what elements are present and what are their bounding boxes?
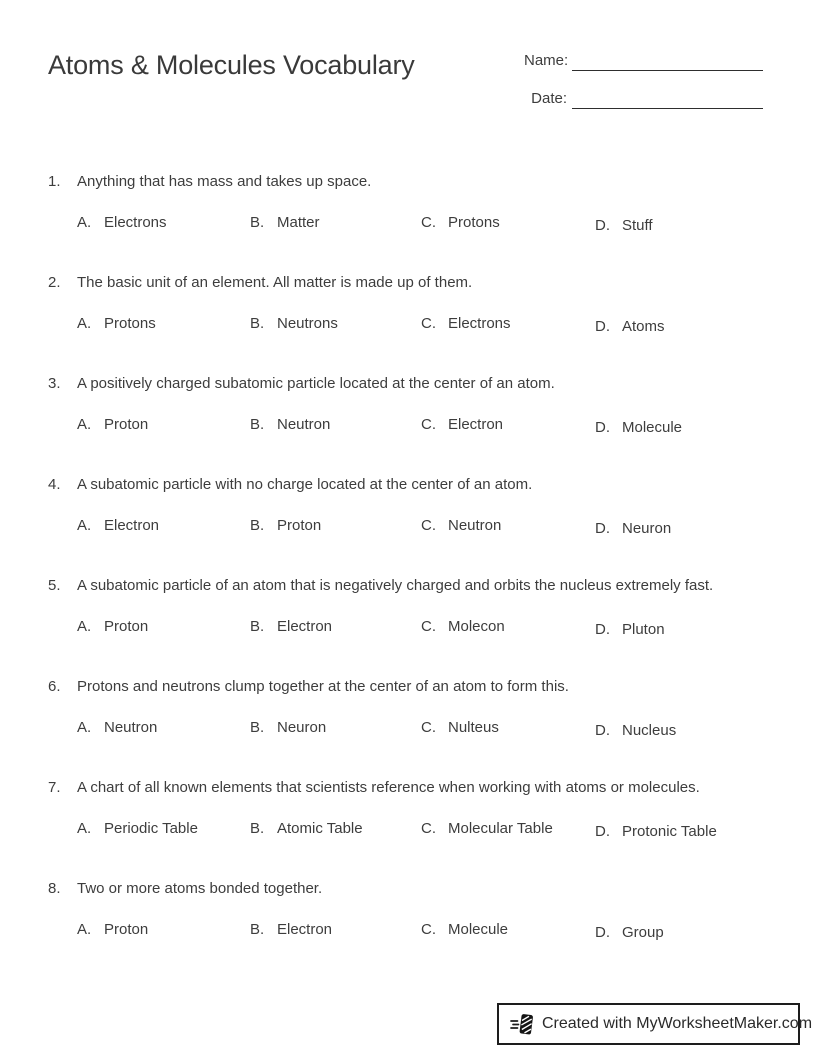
option-text: Proton xyxy=(104,416,149,433)
question-3 xyxy=(48,374,768,438)
option-letter: D. xyxy=(595,924,610,941)
question-number: 8. xyxy=(48,880,61,897)
question-8-option-b xyxy=(250,920,421,943)
question-number: 6. xyxy=(48,678,61,695)
option-text: Neuron xyxy=(277,719,327,736)
question-6-option-a xyxy=(77,718,250,741)
answer-options xyxy=(77,718,768,741)
option-text: Molecule xyxy=(448,921,509,938)
option-text: Nucleus xyxy=(622,722,677,739)
option-text: Matter xyxy=(277,214,320,231)
worksheet-maker-badge xyxy=(497,1003,813,1045)
question-7 xyxy=(48,778,768,842)
question-number: 1. xyxy=(48,173,61,190)
answer-options xyxy=(77,213,768,236)
question-2-option-c xyxy=(421,314,595,337)
question-6-option-d xyxy=(595,721,768,741)
answer-options xyxy=(77,819,768,842)
option-letter: C. xyxy=(421,517,436,534)
option-letter: B. xyxy=(250,719,265,736)
option-letter: D. xyxy=(595,621,610,638)
question-number: 5. xyxy=(48,577,61,594)
page-title: Atoms & Molecules Vocabulary xyxy=(48,50,415,80)
name-row xyxy=(524,50,768,71)
option-text: Neutron xyxy=(448,517,502,534)
option-text: Periodic Table xyxy=(104,820,198,837)
answer-options xyxy=(77,415,768,438)
question-row xyxy=(48,475,768,495)
option-letter: D. xyxy=(595,722,610,739)
option-letter: C. xyxy=(421,618,436,635)
option-text: Proton xyxy=(277,517,322,534)
option-text: Proton xyxy=(104,921,149,938)
option-text: Electron xyxy=(277,921,333,938)
question-7-option-a xyxy=(77,819,250,842)
question-6-option-c xyxy=(421,718,595,741)
question-5-option-d xyxy=(595,620,768,640)
option-letter: D. xyxy=(595,318,610,335)
option-text: Molecon xyxy=(448,618,505,635)
option-text: Atomic Table xyxy=(277,820,363,837)
question-2 xyxy=(48,273,768,337)
option-letter: A. xyxy=(77,719,92,736)
question-row xyxy=(48,677,768,697)
option-letter: D. xyxy=(595,823,610,840)
question-5-option-b xyxy=(250,617,421,640)
question-1 xyxy=(48,172,768,236)
option-text: Electrons xyxy=(448,315,511,332)
name-blank-line xyxy=(572,50,763,71)
name-label: Name: xyxy=(524,52,569,69)
option-letter: A. xyxy=(77,517,92,534)
option-text: Molecule xyxy=(622,419,683,436)
option-letter: B. xyxy=(250,618,265,635)
option-letter: C. xyxy=(421,416,436,433)
footer-credit-text: Created with MyWorksheetMaker.com xyxy=(542,1015,813,1032)
question-text: A positively charged subatomic particle located at the center of an atom. xyxy=(77,375,555,392)
question-8 xyxy=(48,879,768,943)
option-text: Molecular Table xyxy=(448,820,553,837)
date-row xyxy=(524,88,768,109)
option-letter: C. xyxy=(421,719,436,736)
question-row xyxy=(48,273,768,293)
question-row xyxy=(48,778,768,798)
option-letter: D. xyxy=(595,520,610,537)
option-text: Proton xyxy=(104,618,149,635)
option-letter: B. xyxy=(250,214,265,231)
date-label: Date: xyxy=(531,90,567,107)
question-7-option-d xyxy=(595,822,768,842)
option-letter: C. xyxy=(421,315,436,332)
question-number: 3. xyxy=(48,375,61,392)
option-text: Pluton xyxy=(622,621,665,638)
option-text: Electron xyxy=(448,416,504,433)
option-letter: C. xyxy=(421,214,436,231)
option-letter: D. xyxy=(595,217,610,234)
question-1-option-d xyxy=(595,216,768,236)
question-1-option-a xyxy=(77,213,250,236)
option-letter: A. xyxy=(77,214,92,231)
question-text: Protons and neutrons clump together at the center of an atom to form this. xyxy=(77,678,569,695)
question-text: Anything that has mass and takes up space. xyxy=(77,173,372,190)
question-2-option-a xyxy=(77,314,250,337)
option-letter: A. xyxy=(77,820,92,837)
option-text: Electron xyxy=(277,618,333,635)
question-3-option-a xyxy=(77,415,250,438)
question-text: Two or more atoms bonded together. xyxy=(77,880,323,897)
question-3-option-b xyxy=(250,415,421,438)
question-4 xyxy=(48,475,768,539)
option-letter: B. xyxy=(250,921,265,938)
question-row xyxy=(48,172,768,192)
option-letter: B. xyxy=(250,517,265,534)
option-text: Neutron xyxy=(104,719,158,736)
option-letter: C. xyxy=(421,921,436,938)
option-letter: B. xyxy=(250,315,265,332)
option-letter: A. xyxy=(77,416,92,433)
question-7-option-c xyxy=(421,819,595,842)
question-number: 7. xyxy=(48,779,61,796)
question-8-option-d xyxy=(595,923,768,943)
option-text: Stuff xyxy=(622,217,653,234)
name-date-block xyxy=(524,48,768,126)
date-blank-line xyxy=(572,88,763,109)
question-3-option-c xyxy=(421,415,595,438)
question-row xyxy=(48,576,768,596)
question-row xyxy=(48,374,768,394)
option-text: Group xyxy=(622,924,664,941)
question-4-option-b xyxy=(250,516,421,539)
question-7-option-b xyxy=(250,819,421,842)
question-row xyxy=(48,879,768,899)
question-number: 4. xyxy=(48,476,61,493)
option-text: Electrons xyxy=(104,214,167,231)
option-letter: B. xyxy=(250,416,265,433)
worksheet-header xyxy=(0,0,816,126)
question-1-option-c xyxy=(421,213,595,236)
option-text: Atoms xyxy=(622,318,665,335)
option-letter: C. xyxy=(421,820,436,837)
question-8-option-c xyxy=(421,920,595,943)
option-text: Protons xyxy=(104,315,156,332)
question-5 xyxy=(48,576,768,640)
question-2-option-b xyxy=(250,314,421,337)
question-6-option-b xyxy=(250,718,421,741)
question-3-option-d xyxy=(595,418,768,438)
option-letter: B. xyxy=(250,820,265,837)
option-text: Electron xyxy=(104,517,160,534)
question-5-option-c xyxy=(421,617,595,640)
option-text: Nulteus xyxy=(448,719,499,736)
option-letter: A. xyxy=(77,315,92,332)
option-text: Protonic Table xyxy=(622,823,717,840)
question-4-option-a xyxy=(77,516,250,539)
option-text: Neuron xyxy=(622,520,672,537)
question-2-option-d xyxy=(595,317,768,337)
question-4-option-c xyxy=(421,516,595,539)
question-1-option-b xyxy=(250,213,421,236)
option-letter: A. xyxy=(77,618,92,635)
question-text: A subatomic particle with no charge located at the center of an atom. xyxy=(77,476,533,493)
question-text: The basic unit of an element. All matter is made up of them. xyxy=(77,274,473,291)
question-5-option-a xyxy=(77,617,250,640)
answer-options xyxy=(77,920,768,943)
question-number: 2. xyxy=(48,274,61,291)
option-letter: A. xyxy=(77,921,92,938)
answer-options xyxy=(77,314,768,337)
question-4-option-d xyxy=(595,519,768,539)
question-8-option-a xyxy=(77,920,250,943)
option-text: Neutron xyxy=(277,416,331,433)
question-6 xyxy=(48,677,768,741)
answer-options xyxy=(77,617,768,640)
question-text: A chart of all known elements that scientists reference when working with atoms or molecules. xyxy=(77,779,700,796)
option-text: Neutrons xyxy=(277,315,338,332)
question-list xyxy=(0,172,816,943)
answer-options xyxy=(77,516,768,539)
worksheet-maker-logo-icon xyxy=(510,1011,534,1038)
option-text: Protons xyxy=(448,214,500,231)
question-text: A subatomic particle of an atom that is negatively charged and orbits the nucleus extremely fast. xyxy=(77,577,714,594)
option-letter: D. xyxy=(595,419,610,436)
